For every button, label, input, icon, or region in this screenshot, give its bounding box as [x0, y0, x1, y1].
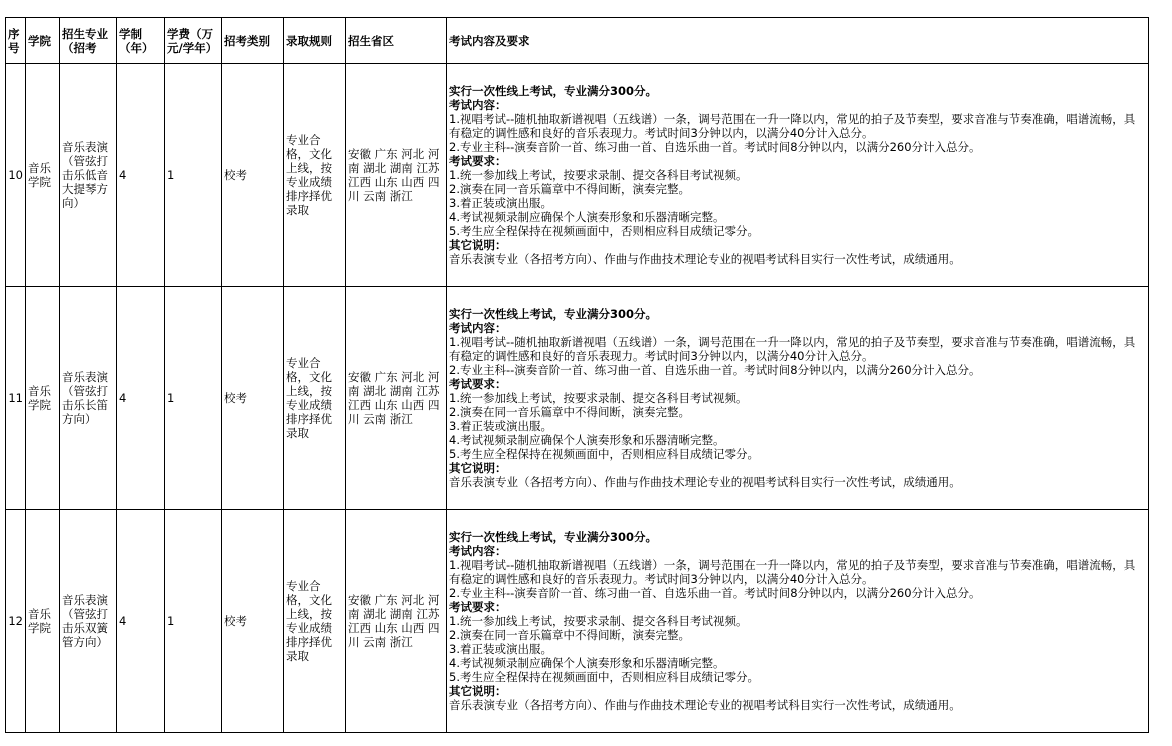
header-provinces: 招生省区: [346, 18, 447, 64]
row-requirements: [447, 64, 1149, 287]
req-demand-5: 5.考生应全程保持在视频画面中，否则相应科目成绩记零分。: [449, 447, 759, 461]
header-category: 招考类别: [222, 18, 284, 64]
row-major: 音乐表演（管弦打击乐双簧管方向）: [60, 510, 117, 733]
row-category: 校考: [222, 510, 284, 733]
table-row: [6, 287, 1149, 510]
row-major: 音乐表演（管弦打击乐低音大提琴方向）: [60, 64, 117, 287]
row-rule: 专业合格，文化上线，按专业成绩排序择优录取: [284, 287, 346, 510]
row-seq: 12: [6, 510, 26, 733]
row-college: 音乐学院: [26, 287, 60, 510]
req-demand-2: 2.演奏在同一音乐篇章中不得间断，演奏完整。: [449, 628, 690, 642]
req-other: 音乐表演专业（各招考方向）、作曲与作曲技术理论专业的视唱考试科目实行一次性考试，成绩通用。: [449, 252, 961, 266]
req-demand-title: 考试要求：: [449, 377, 507, 391]
row-provinces: 安徽 广东 河北 河南 湖北 湖南 江苏 江西 山东 山西 四川 云南 浙江: [346, 510, 447, 733]
req-content-2: 2.专业主科--演奏音阶一首、练习曲一首、自选乐曲一首。考试时间8分钟以内，以满分260分计入总分。: [449, 363, 981, 377]
req-other: 音乐表演专业（各招考方向）、作曲与作曲技术理论专业的视唱考试科目实行一次性考试，成绩通用。: [449, 698, 961, 712]
req-other-title: 其它说明：: [449, 684, 507, 698]
req-demand-3: 3.着正装或演出服。: [449, 196, 552, 210]
req-demand-3: 3.着正装或演出服。: [449, 419, 552, 433]
row-duration: 4: [117, 287, 165, 510]
header-college: 学院: [26, 18, 60, 64]
row-fee: 1: [165, 287, 222, 510]
req-intro: 实行一次性线上考试，专业满分300分。: [449, 307, 658, 321]
row-requirements: [447, 510, 1149, 733]
req-content-2: 2.专业主科--演奏音阶一首、练习曲一首、自选乐曲一首。考试时间8分钟以内，以满分260分计入总分。: [449, 586, 981, 600]
req-content-1: 1.视唱考试--随机抽取新谱视唱（五线谱）一条，调号范围在一升一降以内，常见的拍子及节奏型，要求音准与节奏准确，唱谱流畅，具有稳定的调性感和良好的音乐表现力。考试时间3分钟以内，以满分40分计入总分。: [449, 335, 1136, 363]
row-seq: 11: [6, 287, 26, 510]
header-rule: 录取规则: [284, 18, 346, 64]
header-major: 招生专业（招考: [60, 18, 117, 64]
req-content-title: 考试内容：: [449, 321, 507, 335]
row-college: 音乐学院: [26, 64, 60, 287]
req-demand-5: 5.考生应全程保持在视频画面中，否则相应科目成绩记零分。: [449, 224, 759, 238]
row-requirements: [447, 287, 1149, 510]
req-demand-3: 3.着正装或演出服。: [449, 642, 552, 656]
req-demand-4: 4.考试视频录制应确保个人演奏形象和乐器清晰完整。: [449, 656, 725, 670]
req-demand-5: 5.考生应全程保持在视频画面中，否则相应科目成绩记零分。: [449, 670, 759, 684]
row-fee: 1: [165, 510, 222, 733]
row-seq: 10: [6, 64, 26, 287]
row-duration: 4: [117, 64, 165, 287]
row-provinces: 安徽 广东 河北 河南 湖北 湖南 江苏 江西 山东 山西 四川 云南 浙江: [346, 287, 447, 510]
req-demand-2: 2.演奏在同一音乐篇章中不得间断，演奏完整。: [449, 405, 690, 419]
req-demand-4: 4.考试视频录制应确保个人演奏形象和乐器清晰完整。: [449, 210, 725, 224]
req-content-title: 考试内容：: [449, 98, 507, 112]
req-demand-1: 1.统一参加线上考试，按要求录制、提交各科目考试视频。: [449, 614, 748, 628]
row-fee: 1: [165, 64, 222, 287]
row-college: 音乐学院: [26, 510, 60, 733]
row-rule: 专业合格，文化上线，按专业成绩排序择优录取: [284, 510, 346, 733]
header-requirements: 考试内容及要求: [447, 18, 1149, 64]
req-other: 音乐表演专业（各招考方向）、作曲与作曲技术理论专业的视唱考试科目实行一次性考试，成绩通用。: [449, 475, 961, 489]
req-content-1: 1.视唱考试--随机抽取新谱视唱（五线谱）一条，调号范围在一升一降以内，常见的拍子及节奏型，要求音准与节奏准确，唱谱流畅，具有稳定的调性感和良好的音乐表现力。考试时间3分钟以内，以满分40分计入总分。: [449, 558, 1136, 586]
header-fee: 学费（万元/学年）: [165, 18, 222, 64]
req-demand-title: 考试要求：: [449, 600, 507, 614]
row-rule: 专业合格，文化上线，按专业成绩排序择优录取: [284, 64, 346, 287]
req-other-title: 其它说明：: [449, 238, 507, 252]
req-demand-1: 1.统一参加线上考试，按要求录制、提交各科目考试视频。: [449, 168, 748, 182]
admissions-table: [5, 17, 1149, 733]
table-row: [6, 64, 1149, 287]
req-content-title: 考试内容：: [449, 544, 507, 558]
header-seq: 序号: [6, 18, 26, 64]
row-duration: 4: [117, 510, 165, 733]
row-category: 校考: [222, 287, 284, 510]
row-provinces: 安徽 广东 河北 河南 湖北 湖南 江苏 江西 山东 山西 四川 云南 浙江: [346, 64, 447, 287]
req-other-title: 其它说明：: [449, 461, 507, 475]
req-demand-2: 2.演奏在同一音乐篇章中不得间断，演奏完整。: [449, 182, 690, 196]
req-demand-4: 4.考试视频录制应确保个人演奏形象和乐器清晰完整。: [449, 433, 725, 447]
header-row: [6, 18, 1149, 64]
row-major: 音乐表演（管弦打击乐长笛方向）: [60, 287, 117, 510]
header-duration: 学制（年）: [117, 18, 165, 64]
req-content-2: 2.专业主科--演奏音阶一首、练习曲一首、自选乐曲一首。考试时间8分钟以内，以满分260分计入总分。: [449, 140, 981, 154]
table-row: [6, 510, 1149, 733]
row-category: 校考: [222, 64, 284, 287]
req-intro: 实行一次性线上考试，专业满分300分。: [449, 84, 658, 98]
req-intro: 实行一次性线上考试，专业满分300分。: [449, 530, 658, 544]
req-demand-1: 1.统一参加线上考试，按要求录制、提交各科目考试视频。: [449, 391, 748, 405]
req-content-1: 1.视唱考试--随机抽取新谱视唱（五线谱）一条，调号范围在一升一降以内，常见的拍子及节奏型，要求音准与节奏准确，唱谱流畅，具有稳定的调性感和良好的音乐表现力。考试时间3分钟以内，以满分40分计入总分。: [449, 112, 1136, 140]
req-demand-title: 考试要求：: [449, 154, 507, 168]
